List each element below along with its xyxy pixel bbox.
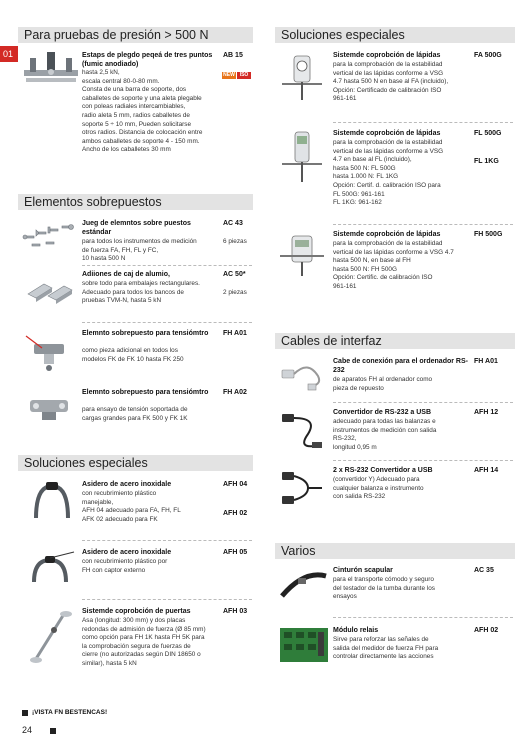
product-description: (convertidor Y) Adecuado para cualquier balanza e instrumento con salida RS-232 [333, 476, 424, 501]
product-title: Adiiones de caj de alumio, [82, 271, 170, 278]
product-title: Sistemde coprobción de lápidas [333, 231, 441, 238]
product-title: Jueg de elemntos sobre puestos estándar [82, 220, 191, 236]
tension-attachment-image [22, 330, 77, 375]
product-title: Sistemde coprobción de puertas [82, 608, 191, 615]
footer-note: ¡VISTA FN BESTENCAS! [32, 709, 108, 716]
product-code: AC 43 [223, 220, 243, 227]
product-title: Elemnto sobrepuesto para tensiómtro [82, 330, 209, 337]
product-description: adecuado para todas las balanzas e instrumentos de medición con salida RS-232, longitud 0,95 m [333, 418, 437, 451]
page-tab: 01 [0, 46, 18, 62]
tension-attachment-large-image [22, 388, 77, 428]
attachments-set-image [22, 218, 77, 258]
product-code: AFH 02 [474, 627, 499, 634]
divider [82, 540, 252, 541]
product-description: sobre todo para embalajes rectangulares. Adecuado para todos los bancos de pruebas TVM-N, hasta 5 kN [82, 280, 200, 305]
product-description: Sirve para reforzar las señales de salida del medidor de fuerza FH para controlar directamente las acciones [333, 636, 439, 661]
product-title: Asidero de acero inoxidale [82, 549, 172, 556]
section-heading-misc: Varios [275, 543, 515, 559]
product-description: para el transporte cómodo y seguro del testador de la tumba durante los ensayos [333, 576, 435, 601]
product-code-alt: FL 1KG [474, 158, 499, 165]
gravestone-tester-fl-image [278, 128, 326, 186]
product-title: Asidero de acero inoxidale [82, 481, 172, 488]
page-number: 24 [22, 725, 33, 735]
product-title: Sistemde coprobción de lápidas [333, 52, 441, 59]
divider [333, 460, 513, 461]
product-description: como pieza adicional en todos los modelos FK de FK 10 hasta FK 250 [82, 347, 184, 363]
product-code: FH A01 [474, 358, 498, 365]
divider [333, 122, 513, 123]
product-description: para todos los instrumentos de medición de fuerza FA, FH, FL y FC, 10 hasta 500 N [82, 238, 197, 263]
product-quantity: 6 piezas [223, 238, 247, 245]
product-title: Cinturón scapular [333, 567, 393, 574]
product-code: FH 500G [474, 231, 503, 238]
product-code: AFH 04 [223, 481, 248, 488]
product-code: AC 50* [223, 271, 246, 278]
product-description: de aparatos FH al ordenador como pieza de repuesto [333, 376, 433, 392]
door-test-system-image [24, 606, 78, 668]
section-heading-pressure-tests: Para pruebas de presión > 500 N [18, 27, 253, 43]
divider [333, 224, 513, 225]
product-description: para la comprobación de la estabilidad vertical de las lápidas conforme a VSG 4.7 en base al FL (incluido), hasta 500 N: FL 500G hasta 1.000 N: FL 1KG Opción: Certif. d. calibración ISO para FL 500G: 961-161 FL 1KG: 961-162 [333, 139, 444, 207]
product-code: AC 35 [474, 567, 494, 574]
product-code: AFH 05 [223, 549, 248, 556]
product-quantity: 2 piezas [223, 289, 247, 296]
rs232-cable-image [278, 356, 328, 396]
product-description: con recubrimiento plástico por FH con captor externo [82, 558, 168, 574]
section-heading-special-solutions-right: Soluciones especiales [275, 27, 515, 43]
new-badge: NEW [223, 72, 235, 78]
product-title: Elemnto sobrepuesto para tensiómtro [82, 389, 209, 396]
footer-logo [50, 728, 56, 734]
gravestone-tester-fa-image [278, 50, 326, 105]
section-heading-interface-cables: Cables de interfaz [275, 333, 515, 349]
product-code: AFH 12 [474, 409, 499, 416]
product-description: con recubrimiento plástico manejable, AFH 04 adecuado para FA, FH, FL AFK 02 adecuado para FK [82, 490, 181, 523]
steel-handle-external-sensor-image [24, 548, 78, 594]
product-code-alt: AFH 02 [223, 510, 248, 517]
product-description: para la comprobación de la estabilidad vertical de las lápidas conforme a VSG 4.7 hasta 500 N, en base al FH hasta 500 N: FH 500G Opción: Certific. de calibración ISO 961-161 [333, 240, 454, 290]
product-description: para la comprobación de la estabilidad vertical de las lápidas conforme a VSG 4.7 hasta 500 N en base al FA (incluido), Opción: Certificado de calibración ISO 961-161 [333, 61, 449, 103]
product-title: Cabe de conexión para el ordenador RS-232 [333, 358, 468, 374]
product-title: Sistemde coprobción de lápidas [333, 130, 441, 137]
product-title: Convertidor de RS-232 a USB [333, 409, 432, 416]
divider [333, 617, 513, 618]
product-title: 2 x RS-232 Convertidor a USB [333, 467, 433, 474]
product-code: FA 500G [474, 52, 502, 59]
product-description: hasta 2,5 kN, escala central 80-0-80 mm. Consta de una barra de soporte, dos caballetes de soporte y una aleta plegable con poleas radiales intercambiables, radio aleta 5 mm, radios caballetes de soporte 5 ÷ 10 mm, Pueden solicitarse otros radios. Distancia de colocación entre ambos caballetes de soporte 4 - 150 mm. Ancho de los caballetes 30 mm [82, 69, 203, 154]
usb-converter-image [278, 408, 328, 453]
y-converter-image [278, 466, 328, 512]
divider [82, 265, 252, 266]
product-code: AB 15 [223, 52, 243, 59]
section-heading-special-solutions: Soluciones especiales [18, 455, 253, 471]
divider [82, 322, 252, 323]
footer-marker [22, 710, 28, 716]
product-code: FH A01 [223, 330, 247, 337]
product-description: para ensayo de tensión soportada de cargas grandes para FK 500 y FK 1K [82, 406, 188, 422]
section-heading-attachments: Elementos sobrepuestos [18, 194, 253, 210]
product-code: AFH 14 [474, 467, 499, 474]
product-code: AFH 03 [223, 608, 248, 615]
product-title: Módulo relais [333, 627, 379, 634]
product-code: FH A02 [223, 389, 247, 396]
product-title: Estaps de plegdo peqeá de tres puntos (fumic anodiado) [82, 52, 213, 68]
relay-module-image [278, 624, 330, 666]
shoulder-belt-image [278, 566, 330, 606]
product-code: FL 500G [474, 130, 502, 137]
bending-device-image [22, 50, 80, 90]
product-description: Asa (longitud: 300 mm) y dos placas redondas de admisión de fuerza (Ø 85 mm) como opción para FH 1K hasta FH 5K para la comprobación segura de fuerzas de cierre (no autorizadas según DIN 18650 o similar), hasta 5 kN [82, 617, 206, 667]
divider [82, 599, 252, 600]
gravestone-tester-fh-image [278, 230, 326, 280]
aluminium-jaws-image [22, 270, 77, 310]
divider [333, 402, 513, 403]
iso-badge: ISO [237, 72, 251, 79]
steel-handle-image [28, 478, 76, 528]
